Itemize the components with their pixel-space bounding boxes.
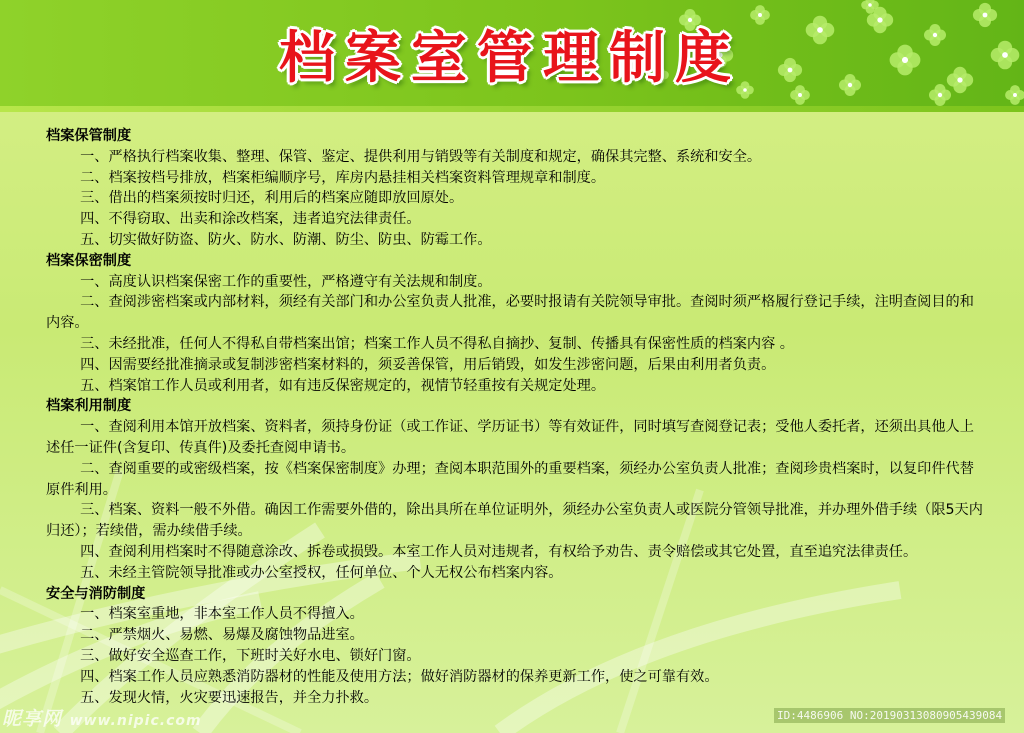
section-heading: 档案利用制度 bbox=[46, 398, 132, 415]
clover-icon bbox=[1005, 85, 1024, 105]
section-fire-safety bbox=[46, 584, 986, 709]
list-item: 一、高度认识档案保密工作的重要性，严格遵守有关法规和制度。 bbox=[80, 273, 492, 290]
section-heading: 安全与消防制度 bbox=[46, 585, 146, 602]
page-title: 档案室管理制度 bbox=[279, 26, 741, 91]
list-item: 四、查阅利用档案时不得随意涂改、拆卷或损毁。本室工作人员对违规者，有权给予劝告、责令赔偿或其它处置，直至追究法律责任。 bbox=[80, 543, 918, 560]
list-item: 二、查阅涉密档案或内部材料，须经有关部门和办公室负责人批准，必要时报请有关院领导审批。查阅时须严格履行登记手续，注明查阅目的和内容。 bbox=[46, 294, 974, 332]
clover-icon bbox=[924, 24, 946, 46]
list-item: 一、档案室重地，非本室工作人员不得擅入。 bbox=[80, 606, 364, 623]
list-item: 五、档案馆工作人员或利用者，如有违反保密规定的，视情节轻重按有关规定处理。 bbox=[80, 377, 606, 394]
clover-icon bbox=[890, 45, 921, 76]
section-confidentiality bbox=[46, 251, 986, 397]
list-item: 四、档案工作人员应熟悉消防器材的性能及使用方法；做好消防器材的保养更新工作，使之可靠有效。 bbox=[80, 668, 719, 685]
regulation-body bbox=[46, 126, 986, 708]
list-item: 四、因需要经批准摘录或复制涉密档案材料的，须妥善保管，用后销毁，如发生涉密问题，后果由利用者负责。 bbox=[80, 356, 776, 373]
list-item: 五、切实做好防盗、防火、防水、防潮、防尘、防虫、防霉工作。 bbox=[80, 231, 492, 248]
watermark-id: ID:4486906 NO:20190313080905439084 bbox=[774, 708, 1005, 723]
list-item: 三、借出的档案须按时归还，利用后的档案应随即放回原处。 bbox=[80, 190, 464, 207]
section-heading: 档案保密制度 bbox=[46, 252, 132, 269]
list-item: 三、档案、资料一般不外借。确因工作需要外借的，除出具所在单位证明外，须经办公室负责人或医院分管领导批准，并办理外借手续（限5天内归还）；若续借，需办续借手续。 bbox=[46, 502, 983, 540]
list-item: 三、未经批准，任何人不得私自带档案出馆；档案工作人员不得私自摘抄、复制、传播具有保密性质的档案内容 。 bbox=[80, 335, 794, 352]
banner-divider bbox=[0, 106, 1024, 112]
clover-icon bbox=[991, 41, 1020, 70]
watermark-logo-text: 昵享网 bbox=[2, 708, 63, 730]
watermark-url: www.nipic.com bbox=[69, 713, 202, 729]
list-item: 二、查阅重要的或密级档案，按《档案保密制度》办理；查阅本职范围外的重要档案，须经办公室负责人批准；查阅珍贵档案时，以复印件代替原件利用。 bbox=[46, 460, 974, 498]
list-item: 五、未经主管院领导批准或办公室授权，任何单位、个人无权公布档案内容。 bbox=[80, 564, 563, 581]
list-item: 四、不得窃取、出卖和涂改档案，违者追究法律责任。 bbox=[80, 211, 421, 228]
section-usage bbox=[46, 396, 986, 583]
section-heading: 档案保管制度 bbox=[46, 128, 132, 144]
list-item: 三、做好安全巡查工作，下班时关好水电、锁好门窗。 bbox=[80, 647, 421, 664]
clover-icon bbox=[929, 84, 951, 106]
list-item: 二、严禁烟火、易燃、易爆及腐蚀物品进室。 bbox=[80, 627, 364, 644]
clover-icon bbox=[947, 67, 973, 93]
list-item: 五、发现火情，火灾要迅速报告，并全力扑救。 bbox=[80, 689, 379, 706]
watermark-logo bbox=[2, 704, 202, 731]
section-storage bbox=[46, 126, 986, 251]
list-item: 二、档案按档号排放，档案柜编顺序号，库房内悬挂相关档案资料管理规章和制度。 bbox=[80, 169, 606, 186]
list-item: 一、查阅利用本馆开放档案、资料者，须持身份证（或工作证、学历证书）等有效证件，同时填写查阅登记表；受他人委托者，还须出具他人上述任一证件(含复印、传真件)及委托查阅申请书。 bbox=[46, 419, 974, 456]
clover-icon bbox=[973, 3, 997, 27]
list-item: 一、严格执行档案收集、整理、保管、鉴定、提供利用与销毁等有关制度和规定，确保其完整、系统和安全。 bbox=[80, 148, 762, 165]
